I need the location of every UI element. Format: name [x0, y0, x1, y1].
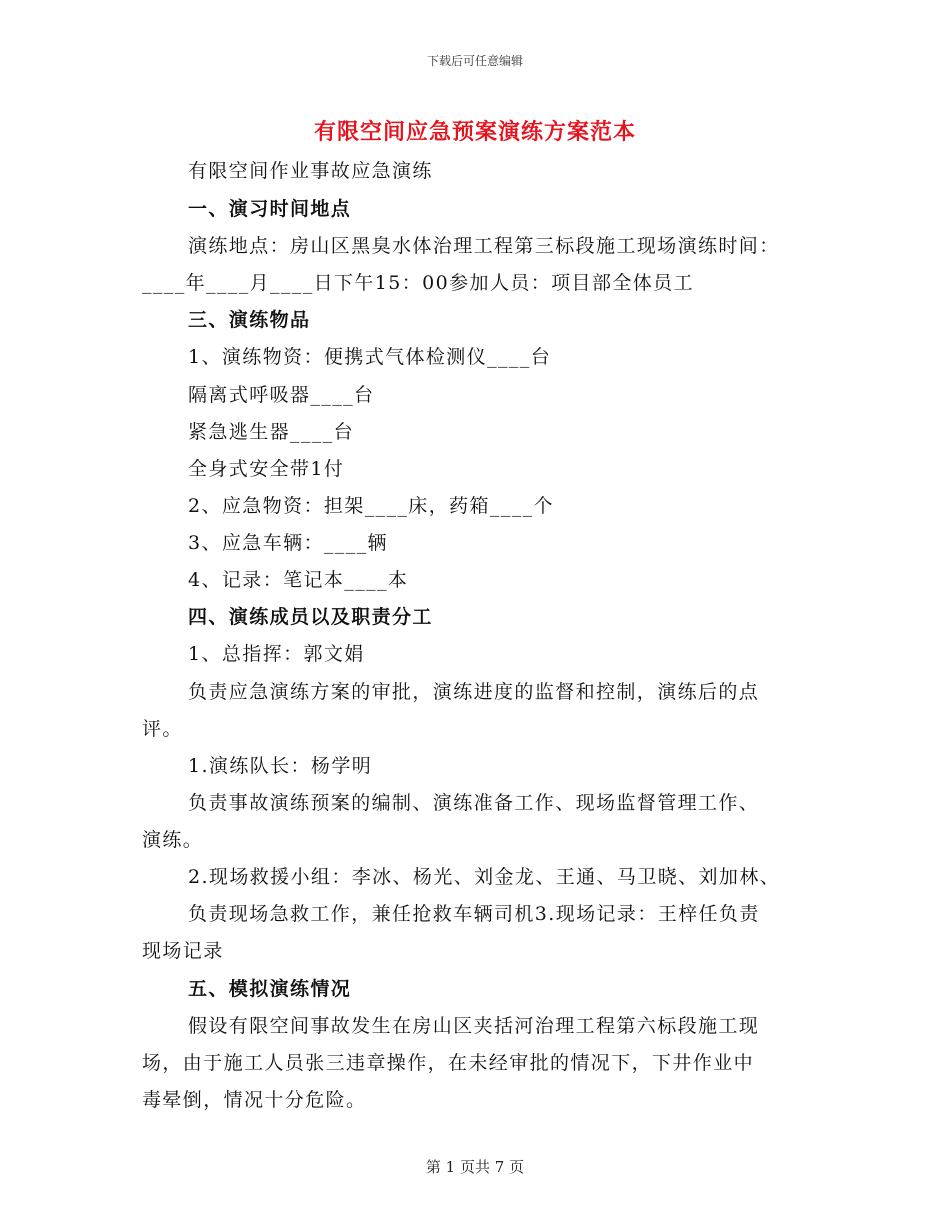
paragraph-line: ____年____月____日下午15：00参加人员：项目部全体员工	[142, 272, 694, 294]
intro-line: 有限空间作业事故应急演练	[188, 160, 433, 182]
list-item: 全身式安全带1付	[188, 458, 345, 480]
document-title: 有限空间应急预案演练方案范本	[313, 119, 636, 145]
paragraph-line: 演练地点：房山区黑臭水体治理工程第三标段施工现场演练时间：	[188, 235, 780, 257]
paragraph-line: 2.现场救援小组：李冰、杨光、刘金龙、王通、马卫晓、刘加林、	[188, 866, 781, 888]
list-item: 4、记录：笔记本____本	[188, 569, 409, 591]
paragraph-line: 现场记录	[142, 940, 224, 962]
section-heading-simulation: 五、模拟演练情况	[188, 978, 352, 1000]
paragraph-line: 场，由于施工人员张三违章操作，在未经审批的情况下，下井作业中	[142, 1052, 755, 1074]
paragraph-line: 1.演练队长：杨学明	[188, 755, 373, 777]
paragraph-line: 演练。	[142, 829, 204, 851]
section-heading-items: 三、演练物品	[188, 309, 311, 331]
section-heading-members: 四、演练成员以及职责分工	[188, 606, 433, 628]
page-footer: 第 1 页共 7 页	[425, 1158, 525, 1176]
paragraph-line: 假设有限空间事故发生在房山区夹括河治理工程第六标段施工现	[188, 1015, 760, 1037]
page-header: 下载后可任意编辑	[426, 54, 523, 68]
paragraph-line: 评。	[142, 718, 183, 740]
list-item: 隔离式呼吸器____台	[188, 384, 375, 406]
paragraph-line: 负责现场急救工作，兼任抢救车辆司机3.现场记录：王梓任负责	[188, 903, 760, 925]
list-item: 1、演练物资：便携式气体检测仪____台	[188, 346, 552, 368]
paragraph-line: 负责事故演练预案的编制、演练准备工作、现场监督管理工作、	[188, 792, 760, 814]
paragraph-line: 负责应急演练方案的审批，演练进度的监督和控制，演练后的点	[188, 681, 760, 703]
list-item: 2、应急物资：担架____床，药箱____个	[188, 495, 554, 517]
paragraph-line: 1、总指挥：郭文娟	[188, 643, 365, 665]
list-item: 紧急逃生器____台	[188, 421, 355, 443]
paragraph-line: 毒晕倒，情况十分危险。	[142, 1089, 367, 1111]
section-heading-time-place: 一、演习时间地点	[188, 198, 352, 220]
list-item: 3、应急车辆：____辆	[188, 532, 388, 554]
